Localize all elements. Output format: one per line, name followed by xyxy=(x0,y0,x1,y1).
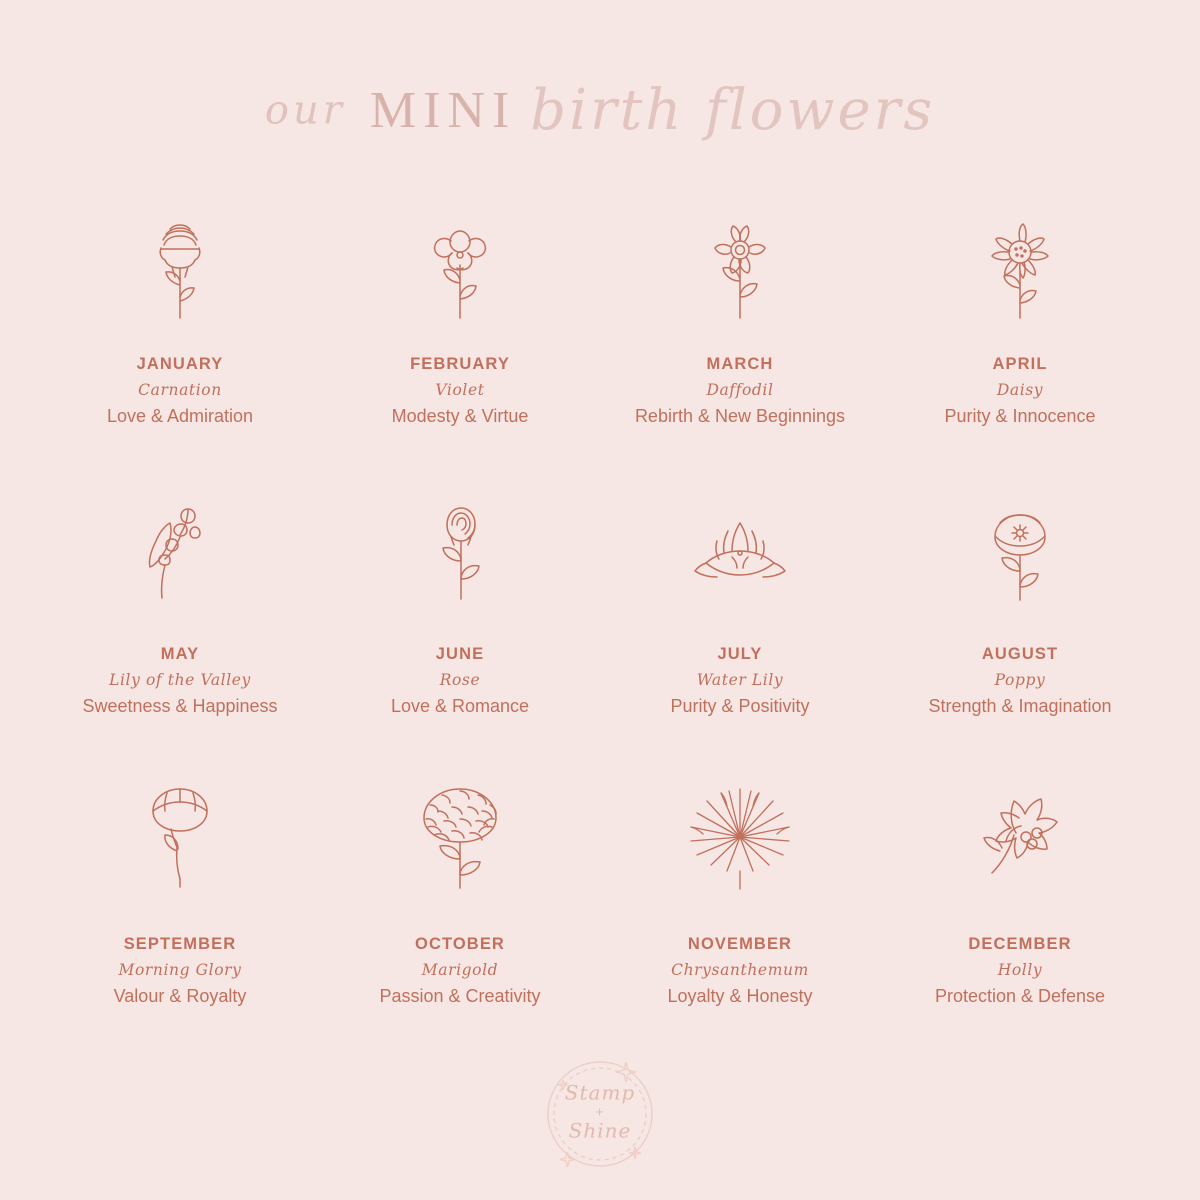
flower-meaning: Loyalty & Honesty xyxy=(667,986,813,1006)
flower-name: Rose xyxy=(439,671,481,689)
chrysanthemum-icon xyxy=(665,775,815,915)
flower-name: Daffodil xyxy=(706,381,774,399)
logo-line-1: Stamp xyxy=(564,1080,636,1105)
flower-name: Poppy xyxy=(994,671,1046,689)
poppy-icon xyxy=(955,495,1085,625)
list-item xyxy=(320,495,600,767)
list-item xyxy=(880,775,1160,1047)
flower-name: Holly xyxy=(997,961,1043,979)
title-word-our: our xyxy=(264,87,346,134)
flower-meaning: Love & Admiration xyxy=(106,406,254,426)
flower-name: Water Lily xyxy=(696,671,784,689)
list-item xyxy=(40,495,320,767)
list-item xyxy=(880,495,1160,767)
flower-meaning: Purity & Positivity xyxy=(670,696,810,716)
flower-meaning: Sweetness & Happiness xyxy=(82,696,278,716)
title-word-mini: MINI xyxy=(369,82,517,139)
flower-meaning: Modesty & Virtue xyxy=(391,406,529,426)
flower-meaning: Purity & Innocence xyxy=(944,406,1096,426)
logo-plus: + xyxy=(594,1105,606,1119)
birth-flower-grid xyxy=(40,215,1160,1047)
list-item xyxy=(880,215,1160,487)
list-item xyxy=(600,495,880,767)
flower-name: Violet xyxy=(435,381,485,399)
flower-name: Lily of the Valley xyxy=(109,671,251,689)
flower-name: Marigold xyxy=(421,961,499,979)
flower-meaning: Valour & Royalty xyxy=(113,986,247,1006)
month-label: AUGUST xyxy=(981,645,1059,663)
lily-of-the-valley-icon xyxy=(120,495,240,625)
daisy-icon xyxy=(960,215,1080,335)
list-item xyxy=(40,215,320,487)
month-label: JUNE xyxy=(435,645,485,663)
month-label: FEBRUARY xyxy=(410,355,510,373)
flower-meaning: Passion & Creativity xyxy=(379,986,541,1006)
month-label: MARCH xyxy=(706,355,774,373)
month-label: DECEMBER xyxy=(968,935,1072,953)
month-label: APRIL xyxy=(992,355,1048,373)
holly-icon xyxy=(950,775,1090,915)
daffodil-icon xyxy=(680,215,800,335)
marigold-icon xyxy=(390,775,530,915)
month-label: SEPTEMBER xyxy=(123,935,237,953)
month-label: JANUARY xyxy=(136,355,224,373)
title-word-birth-flowers: birth flowers xyxy=(530,78,936,143)
list-item xyxy=(320,215,600,487)
list-item xyxy=(600,215,880,487)
rose-icon xyxy=(400,495,520,625)
list-item xyxy=(320,775,600,1047)
list-item xyxy=(40,775,320,1047)
page-title xyxy=(0,78,1200,143)
month-label: MAY xyxy=(160,645,200,663)
flower-meaning: Rebirth & New Beginnings xyxy=(634,406,846,426)
water-lily-icon xyxy=(670,495,810,625)
list-item xyxy=(600,775,880,1047)
flower-meaning: Strength & Imagination xyxy=(928,696,1112,716)
violet-icon xyxy=(400,215,520,335)
morning-glory-icon xyxy=(115,775,245,915)
flower-name: Chrysanthemum xyxy=(671,961,809,979)
logo-line-2: Shine xyxy=(568,1118,632,1143)
flower-name: Carnation xyxy=(138,381,222,399)
flower-meaning: Protection & Defense xyxy=(934,986,1106,1006)
month-label: JULY xyxy=(717,645,763,663)
logo-text xyxy=(565,1081,635,1144)
month-label: NOVEMBER xyxy=(687,935,793,953)
brand-logo xyxy=(520,1032,680,1192)
carnation-icon xyxy=(120,215,240,335)
flower-name: Morning Glory xyxy=(118,961,242,979)
flower-name: Daisy xyxy=(996,381,1044,399)
flower-meaning: Love & Romance xyxy=(390,696,530,716)
month-label: OCTOBER xyxy=(415,935,505,953)
